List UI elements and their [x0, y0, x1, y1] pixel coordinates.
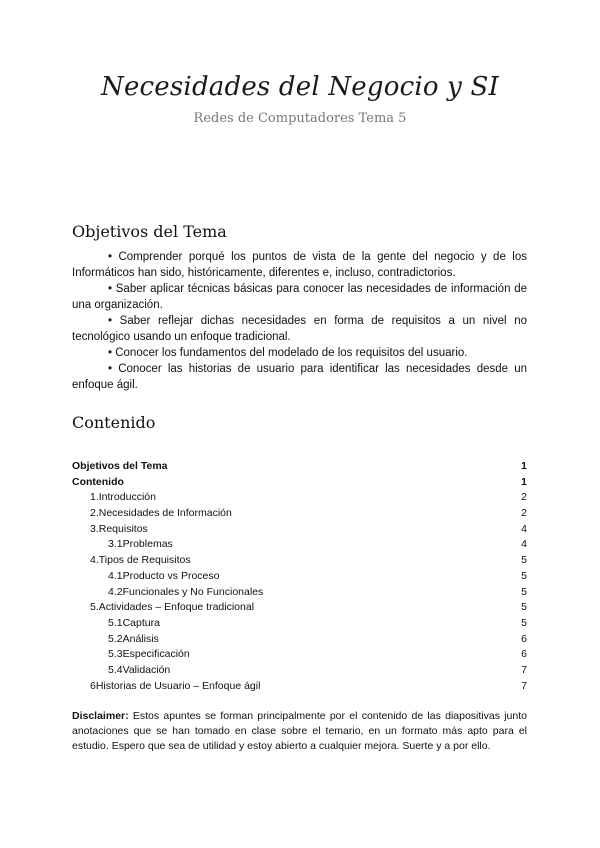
objective-item: • Saber reflejar dichas necesidades en forma de requisitos a un nivel no tecnológico usando un enfoque tradicional.	[72, 315, 527, 343]
toc-entry-label: 5.4Validación	[108, 663, 171, 676]
document-title: Necesidades del Negocio y SI	[101, 72, 499, 102]
toc-entry-label: 6Historias de Usuario – Enfoque ágil	[90, 679, 261, 692]
toc-entry-label: 5.1Captura	[108, 616, 160, 629]
toc-entry-page: 7	[521, 679, 527, 692]
toc-entry-label: Contenido	[72, 475, 124, 488]
toc-entry[interactable]	[72, 647, 527, 663]
objective-item: • Conocer los fundamentos del modelado de los requisitos del usuario.	[108, 347, 468, 359]
objective-item: • Comprender porqué los puntos de vista de la gente del negocio y de los Informáticos han sido, históricamente, diferentes e, incluso, contradictorios.	[72, 251, 527, 279]
objectives-list	[72, 249, 527, 393]
toc-entry-label: 1.Introducción	[90, 491, 156, 504]
toc-entry-label: 3.Requisitos	[90, 522, 148, 535]
toc-entry[interactable]	[72, 522, 527, 538]
toc-entry-page: 1	[521, 460, 527, 472]
toc-entry-page: 5	[521, 601, 527, 614]
disclaimer-label: Disclaimer:	[72, 710, 129, 722]
disclaimer-text: Estos apuntes se forman principalmente por el contenido de las diapositivas junto anotaciones que se han tomado en clase sobre el temario, en un formato más apto para el estudio. Espero que sea de utilidad y estoy abierto a cualquier mejora. Suerte y a por ello.	[72, 710, 527, 752]
toc-entry[interactable]	[72, 490, 527, 506]
toc-entry[interactable]	[72, 553, 527, 569]
toc-entry[interactable]	[72, 679, 527, 695]
toc-entry[interactable]	[72, 506, 527, 522]
toc-entry-page: 2	[521, 491, 527, 504]
toc-entry-page: 4	[521, 522, 527, 535]
toc-entry-label: 5.2Análisis	[108, 632, 159, 645]
toc-entry-page: 5	[521, 569, 527, 582]
toc-entry-label: 5.Actividades – Enfoque tradicional	[90, 601, 255, 614]
toc-entry-page: 1	[521, 475, 527, 488]
objective-item: • Conocer las historias de usuario para identificar las necesidades desde un enfoque ágil.	[72, 363, 527, 391]
toc-entry-page: 4	[521, 538, 527, 551]
toc-entry[interactable]	[72, 663, 527, 679]
toc-entry-label: 4.Tipos de Requisitos	[90, 554, 191, 567]
toc-entry-label: 3.1Problemas	[108, 538, 173, 551]
document-subtitle: Redes de Computadores Tema 5	[193, 111, 407, 126]
section-heading-objetivos: Objetivos del Tema	[72, 222, 227, 241]
toc-entry-page: 5	[521, 616, 527, 629]
table-of-contents	[72, 459, 527, 694]
toc-entry-label: 2.Necesidades de Información	[90, 507, 232, 520]
section-heading-contenido: Contenido	[72, 413, 156, 432]
toc-entry[interactable]	[72, 569, 527, 585]
toc-entry[interactable]	[72, 585, 527, 601]
toc-entry[interactable]	[72, 600, 527, 616]
toc-entry-label: 4.1Producto vs Proceso	[108, 569, 220, 582]
toc-entry[interactable]	[72, 616, 527, 632]
toc-entry[interactable]	[72, 459, 527, 475]
toc-entry-page: 6	[521, 632, 527, 645]
toc-entry[interactable]	[72, 632, 527, 648]
objective-item: • Saber aplicar técnicas básicas para conocer las necesidades de información de una organización.	[72, 283, 527, 311]
toc-entry-label: 4.2Funcionales y No Funcionales	[108, 585, 264, 598]
toc-entry-label: 5.3Especificación	[108, 648, 190, 661]
toc-entry-page: 5	[521, 585, 527, 598]
toc-entry-page: 2	[521, 507, 527, 520]
toc-entry-label: Objetivos del Tema	[72, 460, 168, 472]
toc-entry[interactable]	[72, 537, 527, 553]
toc-entry[interactable]	[72, 475, 527, 491]
disclaimer-paragraph	[72, 709, 527, 754]
toc-entry-page: 5	[521, 554, 527, 567]
toc-entry-page: 6	[521, 648, 527, 661]
toc-entry-page: 7	[521, 663, 527, 676]
